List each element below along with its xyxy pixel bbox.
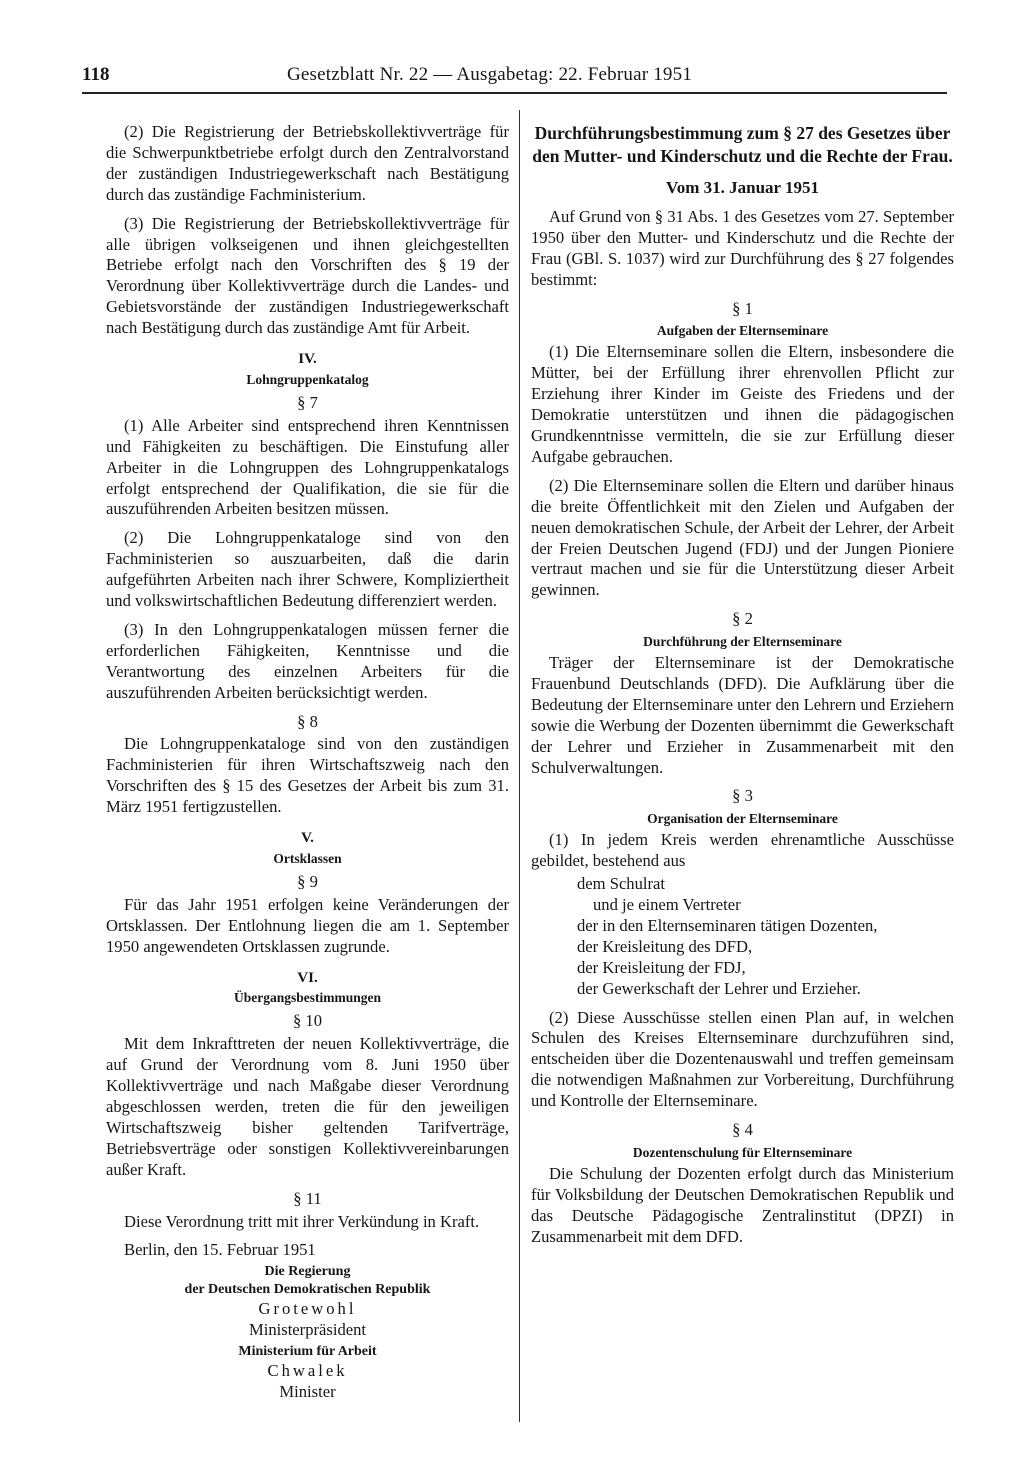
paragraph: Die Schulung der Dozenten erfolgt durch das Ministerium für Volksbildung der Deutschen Demokratischen Republik und das Deutsche Pädagogische Zentralinstitut (DPZI) in Zusammenarbeit mit dem DFD. (531, 1163, 954, 1246)
left-column (106, 122, 509, 1405)
paragraph: Die Lohngruppenkataloge sind von den zuständigen Fachministerien für ihren Wirtschaftszweig nach den Vorschriften des § 15 des Gesetzes der Arbeit bis zum 31. März 1951 fertigzustellen. (106, 734, 509, 817)
signatory-organization: Die Regierung (264, 1264, 351, 1280)
right-column (531, 122, 954, 1256)
list-item: der Kreisleitung des DFD, (577, 936, 753, 956)
signatory-role: Ministerpräsident (248, 1320, 367, 1340)
regulation-date: Vom 31. Januar 1951 (665, 178, 820, 197)
signatory-role: Minister (279, 1382, 336, 1402)
list-item: dem Schulrat (577, 874, 666, 894)
section-title: Lohngruppenkatalog (246, 371, 369, 387)
section-title: Aufgaben der Elternseminare (656, 323, 829, 339)
place-and-date: Berlin, den 15. Februar 1951 (124, 1240, 316, 1260)
section-title: Durchführung der Elternseminare (643, 634, 842, 650)
signatory-organization: der Deutschen Demokratischen Republik (184, 1282, 431, 1298)
gazette-issue-title: Gesetzblatt Nr. 22 — Ausgabetag: 22. Februar 1951 (287, 64, 693, 85)
paragraph-number: § 7 (297, 392, 318, 412)
committee-members-list (531, 874, 954, 999)
signatory-organization: Ministerium für Arbeit (238, 1344, 377, 1360)
signatory-name: Chwalek (267, 1361, 348, 1381)
paragraph-number: § 3 (732, 786, 753, 806)
list-item: und je einem Vertreter (593, 895, 741, 914)
paragraph-number: § 11 (293, 1188, 322, 1208)
paragraph: (2) Diese Ausschüsse stellen einen Plan auf, in welchen Schulen des Kreises Elternseminare durchzuführen sind, entscheiden über die Dozentenauswahl und treffen gemeinsam die notwendigen Maßnahmen zur Vorbereitung, Durchführung und Kontrolle der Elternseminare. (531, 1007, 954, 1111)
regulation-title: Durchführungsbestimmung zum § 27 des Gesetzes über den Mutter- und Kinderschutz und die Rechte der Frau. (532, 123, 953, 166)
paragraph: Träger der Elternseminare ist der Demokratische Frauenbund Deutschlands (DFD). Die Aufklärung über die Bedeutung der Elternseminare unter den Lehrern und Erziehern sowie die Werbung der Dozenten übernimmt die Gewerkschaft der Lehrer und Erzieher in Zusammenarbeit mit den Schulverwaltungen. (531, 653, 954, 777)
section-number: IV. (298, 351, 317, 368)
section-number: VI. (297, 969, 318, 986)
paragraph-number: § 8 (297, 711, 318, 731)
column-divider (519, 110, 520, 1422)
paragraph: (1) Die Elternseminare sollen die Eltern, insbesondere die Mütter, bei der Erfüllung ihrer ehrenvollen Pflicht zur Erziehung ihrer Kinder im Geiste des Friedens und der Demokratie unterstützen und ihnen die pädagogischen Grundkenntnisse vermitteln, die sie zur Erfüllung dieser Aufgabe gebrauchen. (531, 342, 954, 466)
paragraph: (2) Die Registrierung der Betriebskollektivverträge für die Schwerpunktbetriebe erfolgt durch den Zentralvorstand der zuständigen Industriegewerkschaft nach Bestätigung durch das zuständige Fachministerium. (106, 122, 509, 204)
list-item: der in den Elternseminaren tätigen Dozenten, (577, 915, 878, 935)
section-title: Organisation der Elternseminare (647, 811, 838, 827)
paragraph: (3) Die Registrierung der Betriebskollektivverträge für alle übrigen volkseigenen und ihnen gleichgestellten Betriebe erfolgt nach den Vorschriften des § 19 der Verordnung über Kollektivverträge durch die Landes- und Gebietsvorstände der zuständigen Industriegewerkschaft nach Bestätigung durch das zuständige Amt für Arbeit. (106, 213, 509, 338)
paragraph: Für das Jahr 1951 erfolgen keine Veränderungen der Ortsklassen. Der Entlohnung liegen die am 1. September 1950 angewendeten Ortsklassen zugrunde. (106, 894, 509, 956)
paragraph-number: § 2 (732, 609, 753, 629)
paragraph: (1) In jedem Kreis werden ehrenamtliche Ausschüsse gebildet, bestehend aus (531, 830, 954, 871)
paragraph: Diese Verordnung tritt mit ihrer Verkündung in Kraft. (124, 1211, 480, 1231)
paragraph: (2) Die Lohngruppenkataloge sind von den Fachministerien so auszuarbeiten, daß die darin aufgeführten Arbeiten nach ihrer Schwere, Kompliziertheit und volkswirtschaftlichen Bedeutung differenziert werden. (106, 528, 509, 611)
list-item: der Kreisleitung der FDJ, (577, 957, 746, 977)
section-title: Ortsklassen (273, 851, 342, 866)
paragraph: (2) Die Elternseminare sollen die Eltern und darüber hinaus die breite Öffentlichkeit mit den Zielen und Aufgaben der neuen demokratischen Schule, der Arbeit der Lehrer, der Arbeit der Freien Deutschen Jugend (FDJ) und der Jungen Pioniere vertraut machen und sie für die Unterstützung dieser Arbeit gewinnen. (531, 475, 954, 600)
section-title: Dozentenschulung für Elternseminare (632, 1144, 853, 1160)
page-header (82, 62, 947, 94)
paragraph-number: § 9 (297, 871, 318, 891)
list-item: der Gewerkschaft der Lehrer und Erzieher. (577, 978, 861, 998)
paragraph: (1) Alle Arbeiter sind entsprechend ihren Kenntnissen und Fähigkeiten zu beschäftigen. Die Einstufung aller Arbeiter in die Lohngruppen des Lohngruppenkatalogs erfolgt entsprechend der Qualifikation, die sie für die auszuführenden Arbeiten besitzen müssen. (106, 415, 509, 519)
paragraph: Mit dem Inkrafttreten der neuen Kollektivverträge, die auf Grund der Verordnung vom 8. Juni 1950 über Kollektivverträge und nach Maßgabe dieser Verordnung abgeschlossen werden, treten die für den jeweiligen Wirtschaftszweig bisher geltenden Tarifverträge, Betriebsverträge oder sonstigen Kollektivvereinbarungen außer Kraft. (106, 1034, 509, 1179)
paragraph-number: § 4 (732, 1120, 753, 1140)
page-number: 118 (82, 64, 110, 85)
paragraph-number: § 1 (732, 298, 753, 318)
signatory-name: Grotewohl (258, 1299, 357, 1319)
paragraph-number: § 10 (292, 1011, 323, 1031)
section-title: Übergangsbestimmungen (233, 990, 381, 1006)
paragraph: (3) In den Lohngruppenkatalogen müssen ferner die erforderlichen Fähigkeiten, Kenntnisse und die Verantwortung des einzelnen Arbeiters für die auszuführenden Arbeiten berücksichtigt werden. (106, 619, 509, 702)
section-number: V. (301, 830, 314, 847)
paragraph: Auf Grund von § 31 Abs. 1 des Gesetzes vom 27. September 1950 über den Mutter- und Kinderschutz und die Rechte der Frau (GBl. S. 1037) wird zur Durchführung des § 27 folgendes bestimmt: (531, 206, 954, 289)
